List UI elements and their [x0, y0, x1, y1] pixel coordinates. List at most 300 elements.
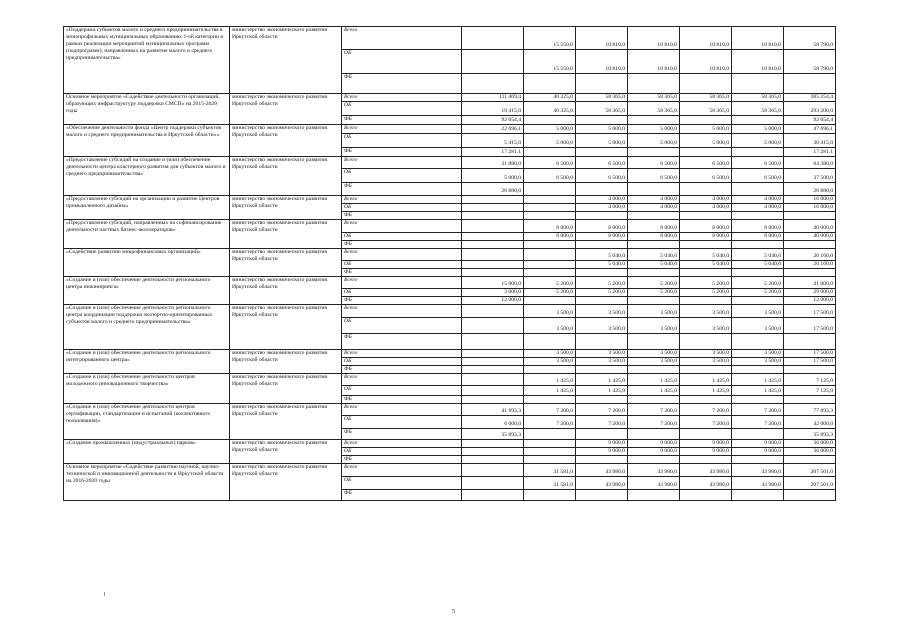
funding-source: ОБ — [342, 386, 462, 396]
year-amount-cell: 1 425,0 — [680, 374, 732, 386]
total-cell — [784, 396, 836, 404]
year-amount-cell — [462, 233, 524, 241]
activity-name: «Создание и (или) обеспечение деятельности центров сертификации, стандартизации и испытаний (коллективного пользования)» — [64, 404, 230, 440]
year-amount-cell: 3 500,0 — [524, 318, 576, 334]
year-amount-cell: 8 000,0 — [680, 220, 732, 233]
year-amount-cell: 5 040,0 — [732, 249, 784, 261]
year-amount-cell — [576, 297, 628, 305]
year-amount-cell — [524, 490, 576, 501]
funding-source: Всего — [342, 196, 462, 204]
year-amount-cell — [628, 297, 680, 305]
year-amount-cell: 4 000,0 — [628, 204, 680, 212]
funding-source: ФБ — [342, 116, 462, 125]
year-amount-cell — [628, 183, 680, 196]
responsible-organization: министерство экономического развития Иркутской области — [230, 125, 342, 157]
total-cell: 26 880,0 — [784, 183, 836, 196]
year-amount-cell — [524, 261, 576, 269]
year-amount-cell: 1 425,0 — [524, 374, 576, 386]
responsible-organization: министерство экономического развития Иркутской области — [230, 374, 342, 404]
total-cell: 36 000,0 — [784, 440, 836, 448]
year-amount-cell: 7 200,0 — [524, 404, 576, 416]
year-amount-cell — [462, 358, 524, 366]
year-amount-cell — [680, 183, 732, 196]
funding-source: Всего — [342, 440, 462, 448]
year-amount-cell: 3 500,0 — [576, 350, 628, 358]
activity-name: «Содействие развитию микрофинансовых организаций» — [64, 249, 230, 277]
year-amount-cell — [732, 429, 784, 440]
year-amount-cell — [732, 334, 784, 350]
table-row — [64, 220, 836, 233]
year-amount-cell — [576, 183, 628, 196]
funding-source: ОБ — [342, 358, 462, 366]
year-amount-cell: 1 425,0 — [524, 386, 576, 396]
year-amount-cell: 10 810,0 — [628, 50, 680, 74]
year-amount-cell: 1 425,0 — [576, 386, 628, 396]
year-amount-cell: 3 500,0 — [576, 318, 628, 334]
table-row — [64, 94, 836, 102]
year-amount-cell: 3 000,0 — [462, 289, 524, 297]
year-amount-cell: 31 581,0 — [524, 464, 576, 477]
year-amount-cell: 111 469,4 — [462, 94, 524, 102]
year-amount-cell: 7 200,0 — [680, 416, 732, 429]
year-amount-cell — [680, 74, 732, 94]
year-amount-cell — [576, 116, 628, 125]
year-amount-cell: 5 040,0 — [680, 249, 732, 261]
year-amount-cell — [628, 241, 680, 249]
year-amount-cell: 3 500,0 — [628, 318, 680, 334]
activity-name: «Создание промышленных (индустриальных) парков» — [64, 440, 230, 464]
year-amount-cell — [680, 366, 732, 374]
year-amount-cell: 15 000,0 — [462, 277, 524, 289]
year-amount-cell: 5 200,0 — [680, 277, 732, 289]
year-amount-cell — [576, 74, 628, 94]
activity-name: «Создание и (или) обеспечение деятельности регионального центра инжиниринга» — [64, 277, 230, 305]
funding-source: Всего — [342, 94, 462, 102]
year-amount-cell: 3 500,0 — [680, 318, 732, 334]
year-amount-cell — [462, 261, 524, 269]
year-amount-cell — [732, 212, 784, 220]
total-cell — [784, 456, 836, 464]
table-row — [64, 440, 836, 448]
year-amount-cell: 3 500,0 — [628, 305, 680, 318]
funding-source: Всего — [342, 220, 462, 233]
year-amount-cell: 9 000,0 — [732, 440, 784, 448]
funding-source: Всего — [342, 464, 462, 477]
total-cell: 37 500,0 — [784, 169, 836, 183]
funding-source: ФБ — [342, 396, 462, 404]
activity-name: «Предоставление субсидий, направленных на софинансирование деятельности частных бизнес-акселераторов» — [64, 220, 230, 249]
year-amount-cell — [732, 116, 784, 125]
table-row — [64, 464, 836, 477]
year-amount-cell: 6 500,0 — [524, 157, 576, 169]
funding-source: ФБ — [342, 269, 462, 277]
page-number: 5 — [452, 609, 455, 615]
year-amount-cell: 40 325,0 — [524, 102, 576, 116]
year-amount-cell: 5 200,0 — [628, 277, 680, 289]
year-amount-cell: 19 415,0 — [462, 102, 524, 116]
year-amount-cell: 43 980,0 — [732, 464, 784, 477]
funding-source: Всего — [342, 125, 462, 134]
year-amount-cell: 43 980,0 — [576, 477, 628, 490]
year-amount-cell — [524, 269, 576, 277]
responsible-organization: министерство экономического развития Иркутской области — [230, 94, 342, 125]
total-cell: 20 160,0 — [784, 261, 836, 269]
total-cell: 41 000,0 — [784, 277, 836, 289]
total-cell — [784, 241, 836, 249]
total-cell: 17 500,0 — [784, 318, 836, 334]
year-amount-cell: 58 365,0 — [576, 94, 628, 102]
year-amount-cell: 3 500,0 — [576, 305, 628, 318]
year-amount-cell: 9 000,0 — [628, 440, 680, 448]
year-amount-cell — [680, 334, 732, 350]
total-cell — [784, 366, 836, 374]
year-amount-cell — [524, 396, 576, 404]
total-cell: 17 281,1 — [784, 148, 836, 157]
year-amount-cell: 5 200,0 — [576, 289, 628, 297]
funding-source: Всего — [342, 249, 462, 261]
year-amount-cell: 43 980,0 — [680, 464, 732, 477]
activity-name: Основное мероприятие «Содействие деятельности организаций, образующих инфраструктуру поддержки СМСП» на 2015-2020 годы — [64, 94, 230, 125]
year-amount-cell: 43 980,0 — [628, 464, 680, 477]
total-cell: 47 696,1 — [784, 125, 836, 134]
funding-source: ФБ — [342, 183, 462, 196]
responsible-organization: министерство экономического развития Иркутской области — [230, 27, 342, 94]
total-cell: 7 125,0 — [784, 386, 836, 396]
year-amount-cell: 10 810,0 — [680, 50, 732, 74]
year-amount-cell — [732, 269, 784, 277]
year-amount-cell — [462, 490, 524, 501]
year-amount-cell: 6 500,0 — [628, 157, 680, 169]
year-amount-cell: 3 500,0 — [680, 350, 732, 358]
year-amount-cell: 7 200,0 — [628, 416, 680, 429]
funding-source: ОБ — [342, 448, 462, 456]
year-amount-cell — [680, 116, 732, 125]
year-amount-cell: 8 000,0 — [576, 220, 628, 233]
funding-source: Всего — [342, 404, 462, 416]
year-amount-cell — [462, 448, 524, 456]
total-cell: 42 000,0 — [784, 416, 836, 429]
year-amount-cell: 4 000,0 — [732, 196, 784, 204]
year-amount-cell: 8 000,0 — [732, 220, 784, 233]
year-amount-cell — [680, 269, 732, 277]
funding-source: ФБ — [342, 366, 462, 374]
year-amount-cell: 6 500,0 — [524, 169, 576, 183]
year-amount-cell: 9 000,0 — [680, 440, 732, 448]
year-amount-cell — [628, 396, 680, 404]
activity-name: Основное мероприятие «Содействие развитию научной, научно-технической и инновационной деятельности в Иркутской области на 2016-2020 годы — [64, 464, 230, 501]
year-amount-cell — [462, 350, 524, 358]
year-amount-cell: 10 810,0 — [732, 50, 784, 74]
total-cell: 20 160,0 — [784, 249, 836, 261]
year-amount-cell: 5 000,0 — [462, 169, 524, 183]
year-amount-cell: 6 500,0 — [732, 169, 784, 183]
table-row — [64, 249, 836, 261]
funding-source: ФБ — [342, 334, 462, 350]
year-amount-cell: 5 000,0 — [628, 134, 680, 148]
year-amount-cell — [732, 490, 784, 501]
year-amount-cell — [628, 212, 680, 220]
year-amount-cell — [524, 456, 576, 464]
year-amount-cell: 43 980,0 — [576, 464, 628, 477]
activity-name: «Обеспечение деятельности фонда «Центр поддержки субъектов малого и среднего предпринимательства в Иркутской области»» — [64, 125, 230, 157]
scan-mark — [104, 592, 105, 596]
activity-name: «Предоставление субсидий на организацию и развитие Центров промышленного дизайна» — [64, 196, 230, 220]
year-amount-cell: 5 000,0 — [732, 134, 784, 148]
activity-name: «Создание и (или) обеспечение деятельности регионального центра координации поддержки экспортно-ориентированных субъектов малого и среднего предпринимательства» — [64, 305, 230, 350]
activity-name: «Поддержка субъектов малого и среднего предпринимательства в монопрофильных муниципальных образованиях 1-ой категории в рамках реализации мероприятий муниципальных программ (подпрограмм), направленных на развитие малого и среднего предпринимательства» — [64, 27, 230, 94]
year-amount-cell: 1 425,0 — [628, 374, 680, 386]
funding-source: ФБ — [342, 490, 462, 501]
year-amount-cell: 5 040,0 — [576, 261, 628, 269]
year-amount-cell — [462, 334, 524, 350]
total-cell: 30 415,0 — [784, 134, 836, 148]
year-amount-cell — [732, 396, 784, 404]
year-amount-cell: 7 200,0 — [576, 416, 628, 429]
year-amount-cell: 4 000,0 — [576, 196, 628, 204]
year-amount-cell: 5 200,0 — [524, 289, 576, 297]
year-amount-cell — [462, 366, 524, 374]
table-row — [64, 277, 836, 289]
year-amount-cell: 9 000,0 — [732, 448, 784, 456]
funding-source: ФБ — [342, 297, 462, 305]
year-amount-cell — [524, 429, 576, 440]
table-row — [64, 27, 836, 50]
year-amount-cell: 5 040,0 — [576, 249, 628, 261]
total-cell: 40 000,0 — [784, 220, 836, 233]
activity-name: «Создание и (или) обеспечение деятельности регионального интегрированного центра» — [64, 350, 230, 374]
year-amount-cell — [680, 212, 732, 220]
year-amount-cell — [628, 429, 680, 440]
year-amount-cell — [462, 464, 524, 477]
year-amount-cell — [576, 269, 628, 277]
year-amount-cell — [462, 196, 524, 204]
year-amount-cell — [628, 74, 680, 94]
funding-source: ФБ — [342, 148, 462, 157]
funding-source: ОБ — [342, 50, 462, 74]
year-amount-cell — [524, 204, 576, 212]
year-amount-cell: 3 500,0 — [524, 350, 576, 358]
year-amount-cell: 5 000,0 — [680, 134, 732, 148]
year-amount-cell: 5 200,0 — [732, 277, 784, 289]
year-amount-cell — [524, 297, 576, 305]
year-amount-cell — [576, 241, 628, 249]
year-amount-cell: 9 000,0 — [576, 448, 628, 456]
year-amount-cell: 7 200,0 — [680, 404, 732, 416]
year-amount-cell — [680, 429, 732, 440]
responsible-organization: министерство экономического развития Иркутской области — [230, 404, 342, 440]
year-amount-cell — [462, 241, 524, 249]
year-amount-cell: 3 500,0 — [524, 358, 576, 366]
year-amount-cell: 3 500,0 — [732, 305, 784, 318]
year-amount-cell — [524, 366, 576, 374]
year-amount-cell — [732, 456, 784, 464]
year-amount-cell — [462, 269, 524, 277]
year-amount-cell — [732, 183, 784, 196]
year-amount-cell: 7 200,0 — [732, 416, 784, 429]
year-amount-cell: 9 000,0 — [680, 448, 732, 456]
year-amount-cell — [680, 456, 732, 464]
year-amount-cell — [462, 204, 524, 212]
year-amount-cell — [462, 212, 524, 220]
year-amount-cell — [628, 334, 680, 350]
year-amount-cell — [576, 334, 628, 350]
year-amount-cell — [524, 116, 576, 125]
year-amount-cell — [576, 429, 628, 440]
year-amount-cell: 41 893,3 — [462, 404, 524, 416]
total-cell — [784, 74, 836, 94]
year-amount-cell: 43 980,0 — [628, 477, 680, 490]
year-amount-cell — [628, 490, 680, 501]
year-amount-cell: 4 000,0 — [628, 196, 680, 204]
year-amount-cell: 5 000,0 — [680, 125, 732, 134]
funding-source: ФБ — [342, 456, 462, 464]
year-amount-cell: 10 810,0 — [680, 27, 732, 50]
year-amount-cell: 6 500,0 — [576, 169, 628, 183]
year-amount-cell: 3 500,0 — [524, 305, 576, 318]
year-amount-cell: 31 581,0 — [524, 477, 576, 490]
funding-source: ОБ — [342, 318, 462, 334]
year-amount-cell: 1 425,0 — [732, 386, 784, 396]
table-row — [64, 196, 836, 204]
year-amount-cell — [524, 249, 576, 261]
year-amount-cell: 5 040,0 — [732, 261, 784, 269]
year-amount-cell: 58 365,0 — [628, 94, 680, 102]
year-amount-cell: 5 040,0 — [628, 249, 680, 261]
responsible-organization: министерство экономического развития Иркутской области — [230, 277, 342, 305]
total-cell: 35 893,3 — [784, 429, 836, 440]
year-amount-cell: 7 200,0 — [732, 404, 784, 416]
year-amount-cell — [462, 220, 524, 233]
funding-source: ФБ — [342, 429, 462, 440]
year-amount-cell: 6 500,0 — [732, 157, 784, 169]
year-amount-cell: 1 425,0 — [732, 374, 784, 386]
year-amount-cell: 10 810,0 — [628, 27, 680, 50]
total-cell: 92 054,4 — [784, 116, 836, 125]
year-amount-cell: 4 000,0 — [680, 204, 732, 212]
year-amount-cell: 7 200,0 — [524, 416, 576, 429]
year-amount-cell: 10 810,0 — [576, 50, 628, 74]
total-cell: 40 000,0 — [784, 233, 836, 241]
funding-source: ОБ — [342, 477, 462, 490]
year-amount-cell: 58 365,0 — [680, 102, 732, 116]
total-cell: 58 790,0 — [784, 50, 836, 74]
year-amount-cell — [732, 241, 784, 249]
year-amount-cell — [680, 297, 732, 305]
year-amount-cell: 35 893,3 — [462, 429, 524, 440]
year-amount-cell: 7 200,0 — [576, 404, 628, 416]
responsible-organization: министерство экономического развития Иркутской области — [230, 464, 342, 501]
funding-source: ОБ — [342, 261, 462, 269]
year-amount-cell: 7 200,0 — [628, 404, 680, 416]
year-amount-cell — [462, 396, 524, 404]
year-amount-cell — [628, 148, 680, 157]
year-amount-cell: 26 880,0 — [462, 183, 524, 196]
year-amount-cell — [680, 241, 732, 249]
year-amount-cell — [462, 456, 524, 464]
year-amount-cell: 12 000,0 — [462, 297, 524, 305]
year-amount-cell — [462, 386, 524, 396]
year-amount-cell — [524, 212, 576, 220]
year-amount-cell — [462, 50, 524, 74]
table-row — [64, 157, 836, 169]
year-amount-cell — [576, 396, 628, 404]
year-amount-cell — [462, 440, 524, 448]
funding-source: ФБ — [342, 241, 462, 249]
year-amount-cell: 5 000,0 — [576, 125, 628, 134]
year-amount-cell: 5 040,0 — [680, 261, 732, 269]
year-amount-cell: 8 000,0 — [628, 220, 680, 233]
year-amount-cell — [680, 490, 732, 501]
total-cell: 16 000,0 — [784, 204, 836, 212]
year-amount-cell: 6 500,0 — [576, 157, 628, 169]
year-amount-cell — [524, 241, 576, 249]
year-amount-cell: 6 000,0 — [462, 416, 524, 429]
year-amount-cell: 1 425,0 — [680, 386, 732, 396]
funding-source: ОБ — [342, 289, 462, 297]
year-amount-cell: 5 200,0 — [680, 289, 732, 297]
year-amount-cell: 8 000,0 — [680, 233, 732, 241]
total-cell: 207 501,0 — [784, 477, 836, 490]
year-amount-cell: 5 040,0 — [628, 261, 680, 269]
year-amount-cell — [462, 477, 524, 490]
year-amount-cell: 6 500,0 — [680, 169, 732, 183]
responsible-organization: министерство экономического развития Иркутской области — [230, 440, 342, 464]
funding-source: Всего — [342, 374, 462, 386]
responsible-organization: министерство экономического развития Иркутской области — [230, 220, 342, 249]
year-amount-cell: 9 000,0 — [576, 440, 628, 448]
year-amount-cell — [628, 116, 680, 125]
year-amount-cell — [732, 148, 784, 157]
year-amount-cell: 5 200,0 — [576, 277, 628, 289]
year-amount-cell: 5 200,0 — [524, 277, 576, 289]
year-amount-cell — [732, 297, 784, 305]
year-amount-cell: 3 500,0 — [680, 358, 732, 366]
year-amount-cell: 22 696,1 — [462, 125, 524, 134]
total-cell: 58 790,0 — [784, 27, 836, 50]
year-amount-cell — [576, 366, 628, 374]
total-cell: 17 500,0 — [784, 305, 836, 318]
year-amount-cell: 58 365,0 — [628, 102, 680, 116]
year-amount-cell — [462, 374, 524, 386]
activity-name: «Предоставление субсидий на создание и (или) обеспечение деятельности центра кластерного развития для субъектов малого и среднего предпринимательства» — [64, 157, 230, 196]
year-amount-cell: 15 550,0 — [524, 50, 576, 74]
year-amount-cell: 8 000,0 — [732, 233, 784, 241]
year-amount-cell: 8 000,0 — [524, 233, 576, 241]
year-amount-cell: 5 000,0 — [628, 125, 680, 134]
year-amount-cell: 5 200,0 — [628, 289, 680, 297]
year-amount-cell: 58 365,0 — [732, 94, 784, 102]
year-amount-cell — [680, 148, 732, 157]
year-amount-cell — [524, 334, 576, 350]
funding-source: Всего — [342, 277, 462, 289]
year-amount-cell: 4 000,0 — [680, 196, 732, 204]
year-amount-cell — [524, 183, 576, 196]
year-amount-cell: 58 365,0 — [680, 94, 732, 102]
year-amount-cell: 5 000,0 — [732, 125, 784, 134]
year-amount-cell: 1 425,0 — [628, 386, 680, 396]
total-cell: 29 000,0 — [784, 289, 836, 297]
year-amount-cell: 40 325,0 — [524, 94, 576, 102]
year-amount-cell: 8 000,0 — [628, 233, 680, 241]
total-cell: 77 893,3 — [784, 404, 836, 416]
year-amount-cell: 92 054,4 — [462, 116, 524, 125]
year-amount-cell: 15 550,0 — [524, 27, 576, 50]
total-cell: 17 500,0 — [784, 358, 836, 366]
year-amount-cell — [462, 318, 524, 334]
year-amount-cell: 4 000,0 — [576, 204, 628, 212]
year-amount-cell — [462, 74, 524, 94]
year-amount-cell: 5 200,0 — [732, 289, 784, 297]
